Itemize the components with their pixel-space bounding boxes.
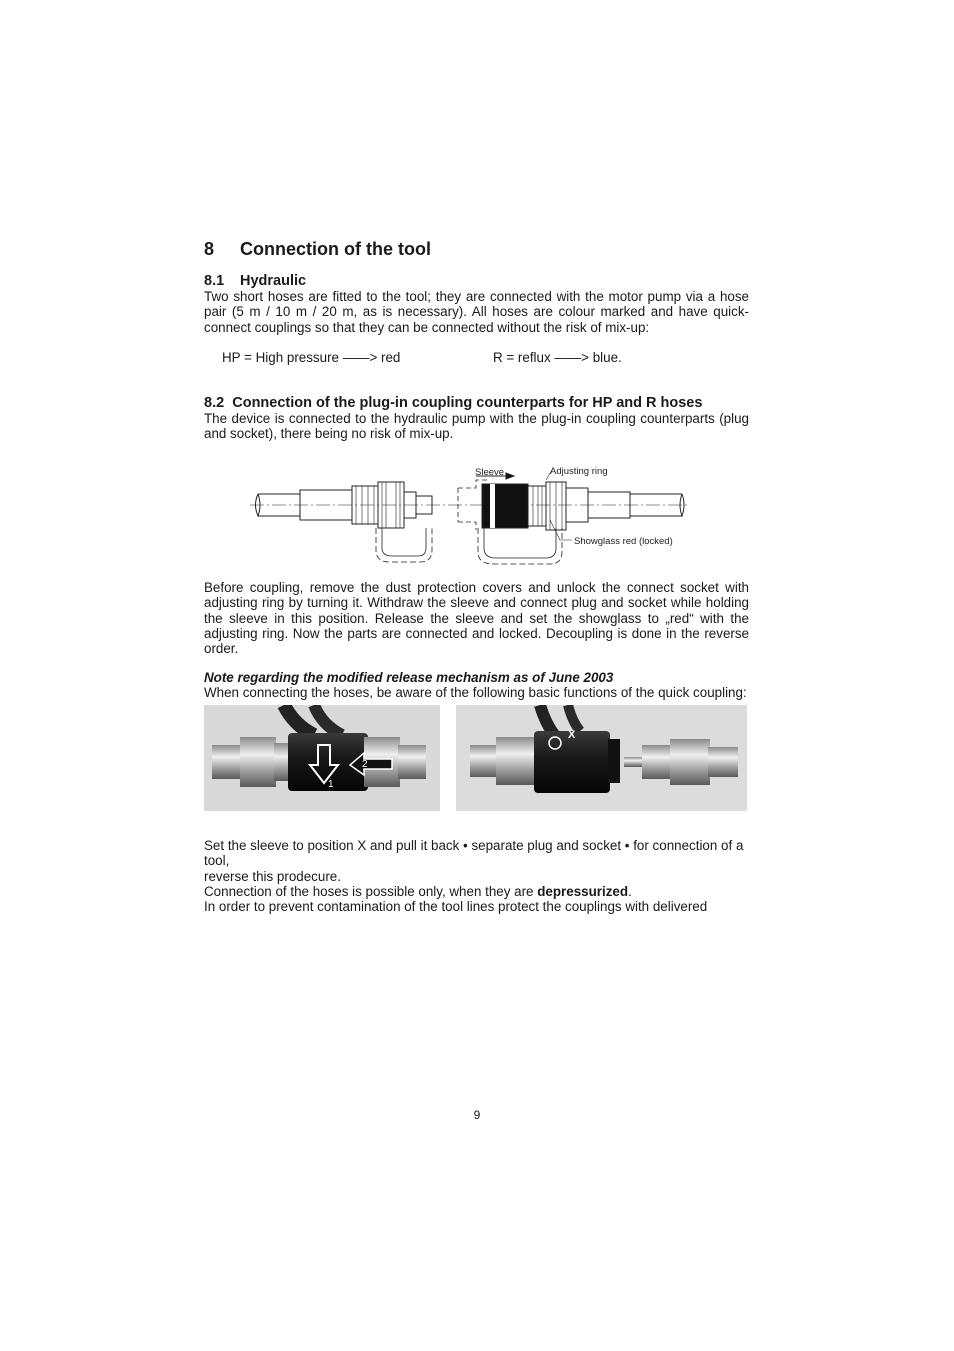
- note-title: Note regarding the modified release mechanism as of June 2003: [204, 670, 614, 685]
- coupling-paragraph: Before coupling, remove the dust protection covers and unlock the connect socket with adjusting ring by turning it. Withdraw the sleeve and connect plug and socket while holding the sleeve in this position. Release the sleeve and set the showglass to „red“ with the adjusting ring. Now the parts are connected and locked. Decoupling is done in the reverse order.: [204, 580, 749, 657]
- instruction-line-3: Connection of the hoses is possible only, when they are depressurized.: [204, 883, 632, 899]
- position-x-label: X: [568, 729, 576, 741]
- subsection-8-1: [204, 273, 749, 335]
- arrow-1-label: 1: [328, 779, 334, 790]
- instructions-block: [204, 838, 749, 914]
- page-number: 9: [473, 1108, 481, 1122]
- instruction-line-2: reverse this prodecure.: [204, 868, 341, 884]
- coupling-diagram: [250, 462, 690, 572]
- r-legend: R = reflux ——> blue.: [493, 350, 622, 365]
- adjusting-ring-label: Adjusting ring: [550, 466, 608, 477]
- note-block: [204, 670, 749, 701]
- sleeve-label: Sleeve: [475, 467, 505, 478]
- subsection-8-1-heading: 8.1 Hydraulic: [204, 273, 307, 289]
- note-body: When connecting the hoses, be aware of the following basic functions of the quick coupling:: [204, 685, 747, 700]
- subsection-8-2-heading: 8.2 Connection of the plug-in coupling counterparts for HP and R hoses: [204, 395, 703, 411]
- coupling-counterparts-paragraph: The device is connected to the hydraulic pump with the plug-in coupling counterparts (plug and socket), there being no risk of mix-up.: [204, 411, 749, 442]
- section-heading: 8 Connection of the tool: [204, 239, 431, 259]
- hydraulic-paragraph: Two short hoses are fitted to the tool; they are connected with the motor pump via a hose pair (5 m / 10 m / 20 m, as is necessary). All hoses are colour marked and have quick-connect couplings so that they can be connected without the risk of mix-up:: [204, 289, 749, 335]
- instruction-line-1: Set the sleeve to position X and pull it back • separate plug and socket • for connection of a tool,: [204, 838, 744, 869]
- arrow-2-label: 2: [362, 759, 368, 770]
- hp-legend: HP = High pressure ——> red: [222, 350, 401, 365]
- coupling-photo-separated: [456, 705, 747, 811]
- coupling-photo-connected: [204, 705, 440, 811]
- subsection-8-2: [204, 396, 749, 442]
- showglass-label: Showglass red (locked): [574, 536, 673, 547]
- instruction-line-4: In order to prevent contamination of the tool lines protect the couplings with delivered: [204, 899, 708, 915]
- note-body-clip: [204, 685, 749, 701]
